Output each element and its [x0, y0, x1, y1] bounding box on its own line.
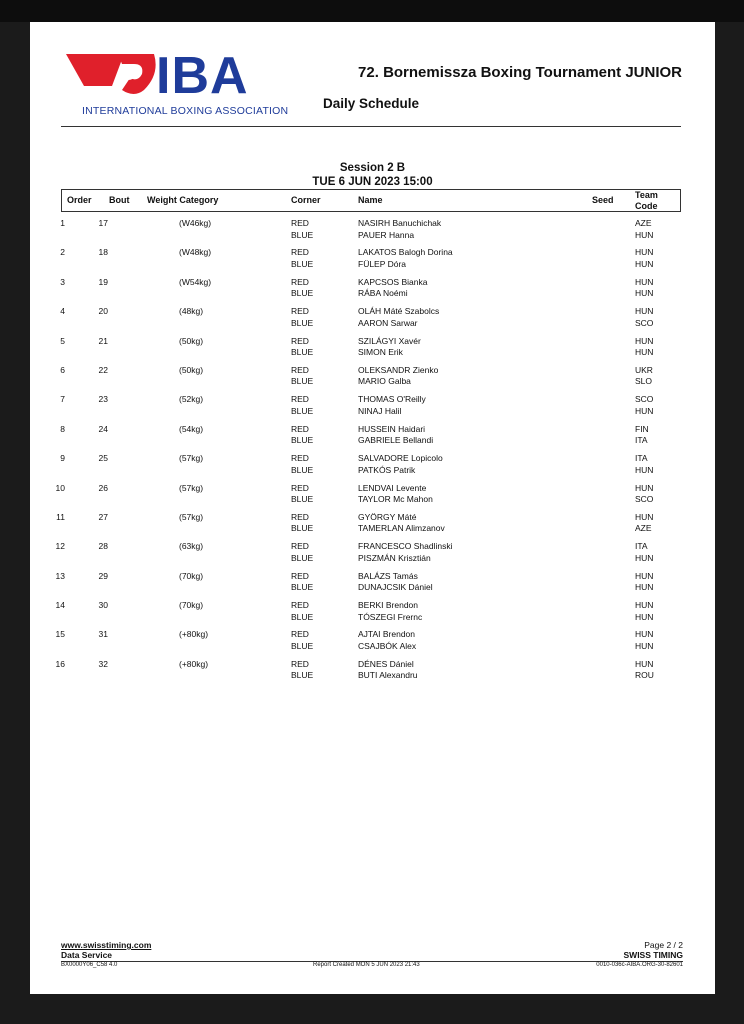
cell-order: 16 [55, 658, 65, 669]
cell-corner-blue: BLUE [291, 552, 314, 563]
cell-corner-red: RED [291, 218, 309, 228]
cell-order: 11 [56, 511, 65, 522]
cell-blue-team: HUN [635, 552, 654, 563]
col-name: Name [358, 195, 383, 205]
cell-order: 2 [60, 247, 65, 258]
footer-doc-code: BX0000Y06_C58 4.0 [61, 962, 118, 968]
cell-corner-red: RED [291, 600, 309, 611]
cell-blue: CSAJBÓK Alex [358, 640, 417, 651]
cell-order: 15 [55, 629, 65, 640]
cell-bout: 20 [98, 306, 108, 317]
table-row [30, 424, 715, 453]
cell-blue-team: HUN [635, 611, 654, 622]
col-seed: Seed [592, 195, 614, 205]
footer-report-created: Report Created MON 5 JUN 2023 21:43 [313, 962, 420, 968]
table-row [30, 629, 715, 658]
cell-order: 10 [55, 482, 65, 493]
cell-corner-red: RED [291, 423, 309, 434]
table-row [30, 453, 715, 482]
cell-blue: FÜLEP Dóra [358, 258, 407, 269]
cell-order: 13 [55, 570, 65, 581]
cell-order: 14 [55, 600, 65, 611]
cell-red-team: ITA [635, 453, 648, 464]
table-row [30, 659, 715, 688]
col-weight: Weight Category [147, 195, 219, 205]
cell-corner-blue: BLUE [291, 229, 314, 240]
cell-corner-red: RED [291, 306, 309, 317]
session-title: Session 2 B [339, 162, 406, 174]
cell-order: 12 [55, 541, 65, 552]
cell-blue-team: HUN [635, 464, 654, 475]
cell-order: 3 [60, 276, 65, 287]
cell-red: OLÁH Máté Szabolcs [358, 306, 440, 317]
cell-order: 6 [60, 364, 65, 375]
cell-blue: BUTI Alexandru [358, 670, 418, 681]
cell-blue: MARIO Galba [358, 376, 411, 387]
cell-weight: (+80kg) [179, 658, 209, 669]
cell-red-team: HUN [635, 482, 654, 493]
cell-red-team: HUN [635, 335, 654, 346]
cell-blue-team: AZE [635, 523, 652, 534]
footer-website-link[interactable]: www.swisstiming.com [61, 940, 152, 950]
iba-logo-icon [64, 50, 159, 100]
cell-corner-blue: BLUE [291, 435, 314, 446]
cell-red: NASIRH Banuchichak [358, 218, 442, 228]
col-team-code: Team Code [635, 190, 658, 211]
cell-blue-team: SCO [635, 317, 654, 328]
cell-weight: (W54kg) [179, 276, 212, 287]
cell-red: GYÖRGY Máté [358, 511, 417, 522]
cell-order: 9 [60, 453, 65, 464]
cell-red-team: HUN [635, 600, 654, 611]
cell-blue: AARON Sarwar [358, 317, 418, 328]
cell-red: SALVADORE Lopicolo [358, 453, 443, 464]
cell-red-team: HUN [635, 247, 654, 258]
cell-blue-team: HUN [635, 288, 654, 299]
cell-corner-red: RED [291, 247, 309, 258]
cell-blue: PATKÓS Patrik [358, 464, 416, 475]
cell-blue-team: HUN [635, 405, 654, 416]
iba-logo [64, 47, 294, 120]
cell-corner-blue: BLUE [291, 317, 314, 328]
cell-blue-team: ROU [635, 670, 654, 681]
cell-blue-team: SCO [635, 494, 654, 505]
cell-corner-blue: BLUE [291, 258, 314, 269]
cell-corner-blue: BLUE [291, 405, 314, 416]
cell-weight: (48kg) [179, 306, 204, 317]
table-row [30, 512, 715, 541]
table-row [30, 483, 715, 512]
cell-bout: 17 [98, 218, 108, 228]
cell-blue-team: HUN [635, 258, 654, 269]
cell-bout: 31 [98, 629, 108, 640]
cell-red: BALÁZS Tamás [358, 570, 418, 581]
cell-weight: (57kg) [179, 511, 204, 522]
logo-letters: IBA [156, 47, 249, 105]
cell-corner-red: RED [291, 364, 309, 375]
cell-weight: (50kg) [179, 364, 204, 375]
cell-blue: RÁBA Noémi [358, 288, 408, 299]
cell-corner-blue: BLUE [291, 523, 314, 534]
cell-red-team: ITA [635, 541, 648, 552]
cell-bout: 32 [98, 658, 108, 669]
cell-red-team: FIN [635, 423, 649, 434]
cell-red-team: HUN [635, 276, 654, 287]
cell-corner-blue: BLUE [291, 640, 314, 651]
cell-corner-red: RED [291, 570, 309, 581]
cell-blue: PAUER Hanna [358, 229, 415, 240]
cell-bout: 22 [98, 364, 108, 375]
cell-red: LAKATOS Balogh Dorina [358, 247, 453, 258]
cell-blue: NINAJ Halil [358, 405, 402, 416]
cell-blue: TAYLOR Mc Mahon [358, 494, 433, 505]
cell-weight: (70kg) [179, 600, 204, 611]
cell-red: FRANCESCO Shadlinski [358, 541, 453, 552]
cell-corner-blue: BLUE [291, 464, 314, 475]
cell-red-team: AZE [635, 218, 652, 228]
table-row [30, 247, 715, 276]
cell-red: BERKI Brendon [358, 600, 419, 611]
cell-corner-red: RED [291, 511, 309, 522]
cell-weight: (63kg) [179, 541, 204, 552]
footer-swiss-timing: SWISS TIMING [623, 950, 683, 960]
cell-bout: 25 [98, 453, 108, 464]
cell-red: DÉNES Dániel [358, 658, 414, 669]
cell-blue: SIMON Erik [358, 347, 403, 358]
cell-weight: (54kg) [179, 423, 204, 434]
cell-bout: 27 [98, 511, 108, 522]
cell-blue-team: SLO [635, 376, 653, 387]
cell-red: HUSSEIN Haidari [358, 423, 426, 434]
cell-corner-red: RED [291, 629, 309, 640]
cell-corner-blue: BLUE [291, 347, 314, 358]
cell-order: 4 [60, 306, 65, 317]
cell-corner-red: RED [291, 658, 309, 669]
document-page [30, 22, 715, 994]
cell-order: 5 [60, 335, 65, 346]
cell-blue-team: HUN [635, 640, 654, 651]
cell-weight: (50kg) [179, 335, 204, 346]
logo-subtitle: INTERNATIONAL BOXING ASSOCIATION [82, 105, 289, 117]
table-row [30, 571, 715, 600]
cell-red: OLEKSANDR Zienko [358, 364, 439, 375]
cell-corner-red: RED [291, 453, 309, 464]
table-row [30, 218, 715, 247]
cell-bout: 23 [98, 394, 108, 405]
footer-reference: 0010-036c-AIBA.ORG-30-82601 [596, 962, 683, 968]
cell-bout: 29 [98, 570, 108, 581]
cell-blue: PISZMÁN Krisztián [358, 552, 431, 563]
cell-corner-red: RED [291, 276, 309, 287]
cell-red: THOMAS O'Reilly [358, 394, 426, 405]
table-row [30, 600, 715, 629]
cell-weight: (70kg) [179, 570, 204, 581]
cell-red: AJTAI Brendon [358, 629, 416, 640]
cell-blue: GABRIELE Bellandi [358, 435, 434, 446]
cell-blue: TAMERLAN Alimzanov [358, 523, 445, 534]
table-row [30, 277, 715, 306]
table-row [30, 306, 715, 335]
cell-red-team: HUN [635, 658, 654, 669]
cell-order: 8 [60, 423, 65, 434]
cell-corner-blue: BLUE [291, 582, 314, 593]
cell-blue-team: HUN [635, 347, 654, 358]
cell-red: SZILÁGYI Xavér [358, 335, 421, 346]
schedule-rows [30, 218, 715, 688]
window-top-bar [0, 0, 744, 22]
cell-blue-team: HUN [635, 229, 654, 240]
session-datetime: TUE 6 JUN 2023 15:00 [312, 176, 433, 188]
cell-bout: 18 [98, 247, 108, 258]
table-row [30, 394, 715, 423]
header-divider [61, 126, 681, 127]
cell-weight: (+80kg) [179, 629, 209, 640]
cell-bout: 24 [98, 423, 108, 434]
cell-bout: 26 [98, 482, 108, 493]
cell-red-team: HUN [635, 511, 654, 522]
cell-red: LENDVAI Levente [358, 482, 427, 493]
cell-order: 7 [60, 394, 65, 405]
cell-corner-red: RED [291, 335, 309, 346]
cell-weight: (57kg) [179, 482, 204, 493]
footer-page-number: Page 2 / 2 [644, 940, 683, 950]
cell-weight: (W46kg) [179, 218, 212, 228]
cell-order: 1 [60, 218, 65, 228]
cell-bout: 19 [98, 276, 108, 287]
cell-blue: DUNAJCSIK Dániel [358, 582, 433, 593]
cell-red-team: HUN [635, 306, 654, 317]
table-header [61, 189, 681, 212]
col-order: Order [67, 195, 92, 205]
cell-red: KAPCSOS Bianka [358, 276, 428, 287]
cell-corner-blue: BLUE [291, 376, 314, 387]
event-title: 72. Bornemissza Boxing Tournament JUNIOR [358, 64, 682, 81]
table-row [30, 365, 715, 394]
footer-data-service: Data Service [61, 950, 113, 960]
cell-weight: (52kg) [179, 394, 204, 405]
cell-corner-blue: BLUE [291, 670, 314, 681]
cell-red-team: SCO [635, 394, 654, 405]
cell-weight: (57kg) [179, 453, 204, 464]
cell-blue-team: HUN [635, 582, 654, 593]
col-bout: Bout [109, 195, 130, 205]
table-row [30, 336, 715, 365]
cell-red-team: HUN [635, 570, 654, 581]
cell-red-team: UKR [635, 364, 653, 375]
cell-bout: 30 [98, 600, 108, 611]
cell-red-team: HUN [635, 629, 654, 640]
page-subtitle: Daily Schedule [323, 96, 420, 111]
cell-corner-red: RED [291, 541, 309, 552]
cell-blue-team: ITA [635, 435, 648, 446]
cell-corner-blue: BLUE [291, 288, 314, 299]
col-corner: Corner [291, 195, 321, 205]
cell-blue: TÓSZEGI Frernc [358, 611, 423, 622]
cell-weight: (W48kg) [179, 247, 212, 258]
cell-corner-blue: BLUE [291, 494, 314, 505]
table-row [30, 541, 715, 570]
cell-bout: 21 [98, 335, 108, 346]
cell-bout: 28 [98, 541, 108, 552]
cell-corner-red: RED [291, 394, 309, 405]
cell-corner-blue: BLUE [291, 611, 314, 622]
cell-corner-red: RED [291, 482, 309, 493]
